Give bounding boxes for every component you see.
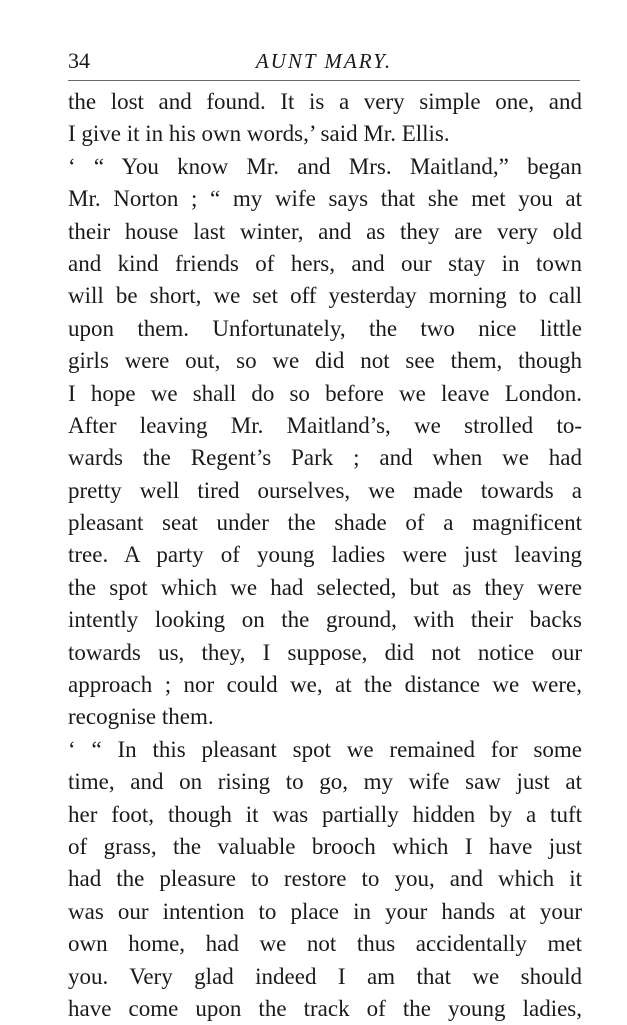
text-line: recognise them. bbox=[68, 704, 214, 730]
text-line: Mr. Norton ; “ my wife says that she met you at bbox=[68, 186, 582, 212]
header-rule bbox=[68, 80, 580, 81]
text-line: wards the Regent’s Park ; and when we had bbox=[68, 445, 582, 471]
running-head bbox=[68, 44, 580, 80]
text-line: you. Very glad indeed I am that we should bbox=[68, 963, 582, 989]
running-title: AUNT MARY. bbox=[255, 49, 393, 73]
text-line: have come upon the track of the young ladies, bbox=[68, 995, 582, 1021]
text-line: intently looking on the ground, with their backs bbox=[68, 607, 582, 633]
text-line: I give it in his own words,’ said Mr. Ellis. bbox=[68, 121, 450, 147]
text-line: will be short, we set off yesterday morning to call bbox=[68, 283, 582, 309]
text-line: pretty well tired ourselves, we made towards a bbox=[68, 477, 582, 503]
text-line: was our intention to place in your hands at your bbox=[68, 898, 582, 924]
text-line: own home, had we not thus accidentally met bbox=[68, 931, 582, 957]
text-line: the lost and found. It is a very simple one, and bbox=[68, 89, 582, 114]
page-number: 34 bbox=[68, 48, 90, 73]
text-line: tree. A party of young ladies were just leaving bbox=[68, 542, 582, 568]
text-line: and kind friends of hers, and our stay in town bbox=[68, 250, 582, 276]
text-line: pleasant seat under the shade of a magnificent bbox=[68, 510, 582, 536]
text-line: their house last winter, and as they are very old bbox=[68, 218, 582, 244]
text-line: her foot, though it was partially hidden by a tuft bbox=[68, 801, 582, 827]
text-line: approach ; nor could we, at the distance we were, bbox=[68, 672, 582, 698]
text-line: ‘ “ In this pleasant spot we remained for some bbox=[68, 736, 582, 762]
text-line: ‘ “ You know Mr. and Mrs. Maitland,” began bbox=[68, 153, 582, 179]
text-line: upon them. Unfortunately, the two nice little bbox=[68, 315, 582, 341]
text-line: After leaving Mr. Maitland’s, we strolled to- bbox=[68, 412, 582, 438]
text-line: I hope we shall do so before we leave London. bbox=[68, 380, 582, 406]
text-line: of grass, the valuable brooch which I have just bbox=[68, 833, 582, 859]
text-line: time, and on rising to go, my wife saw just at bbox=[68, 769, 582, 795]
text-line: towards us, they, I suppose, did not notice our bbox=[68, 639, 582, 665]
text-line: had the pleasure to restore to you, and which it bbox=[68, 866, 582, 892]
text-line: the spot which we had selected, but as they were bbox=[68, 574, 582, 600]
body-text bbox=[68, 86, 582, 1025]
text-line: girls were out, so we did not see them, though bbox=[68, 348, 582, 374]
